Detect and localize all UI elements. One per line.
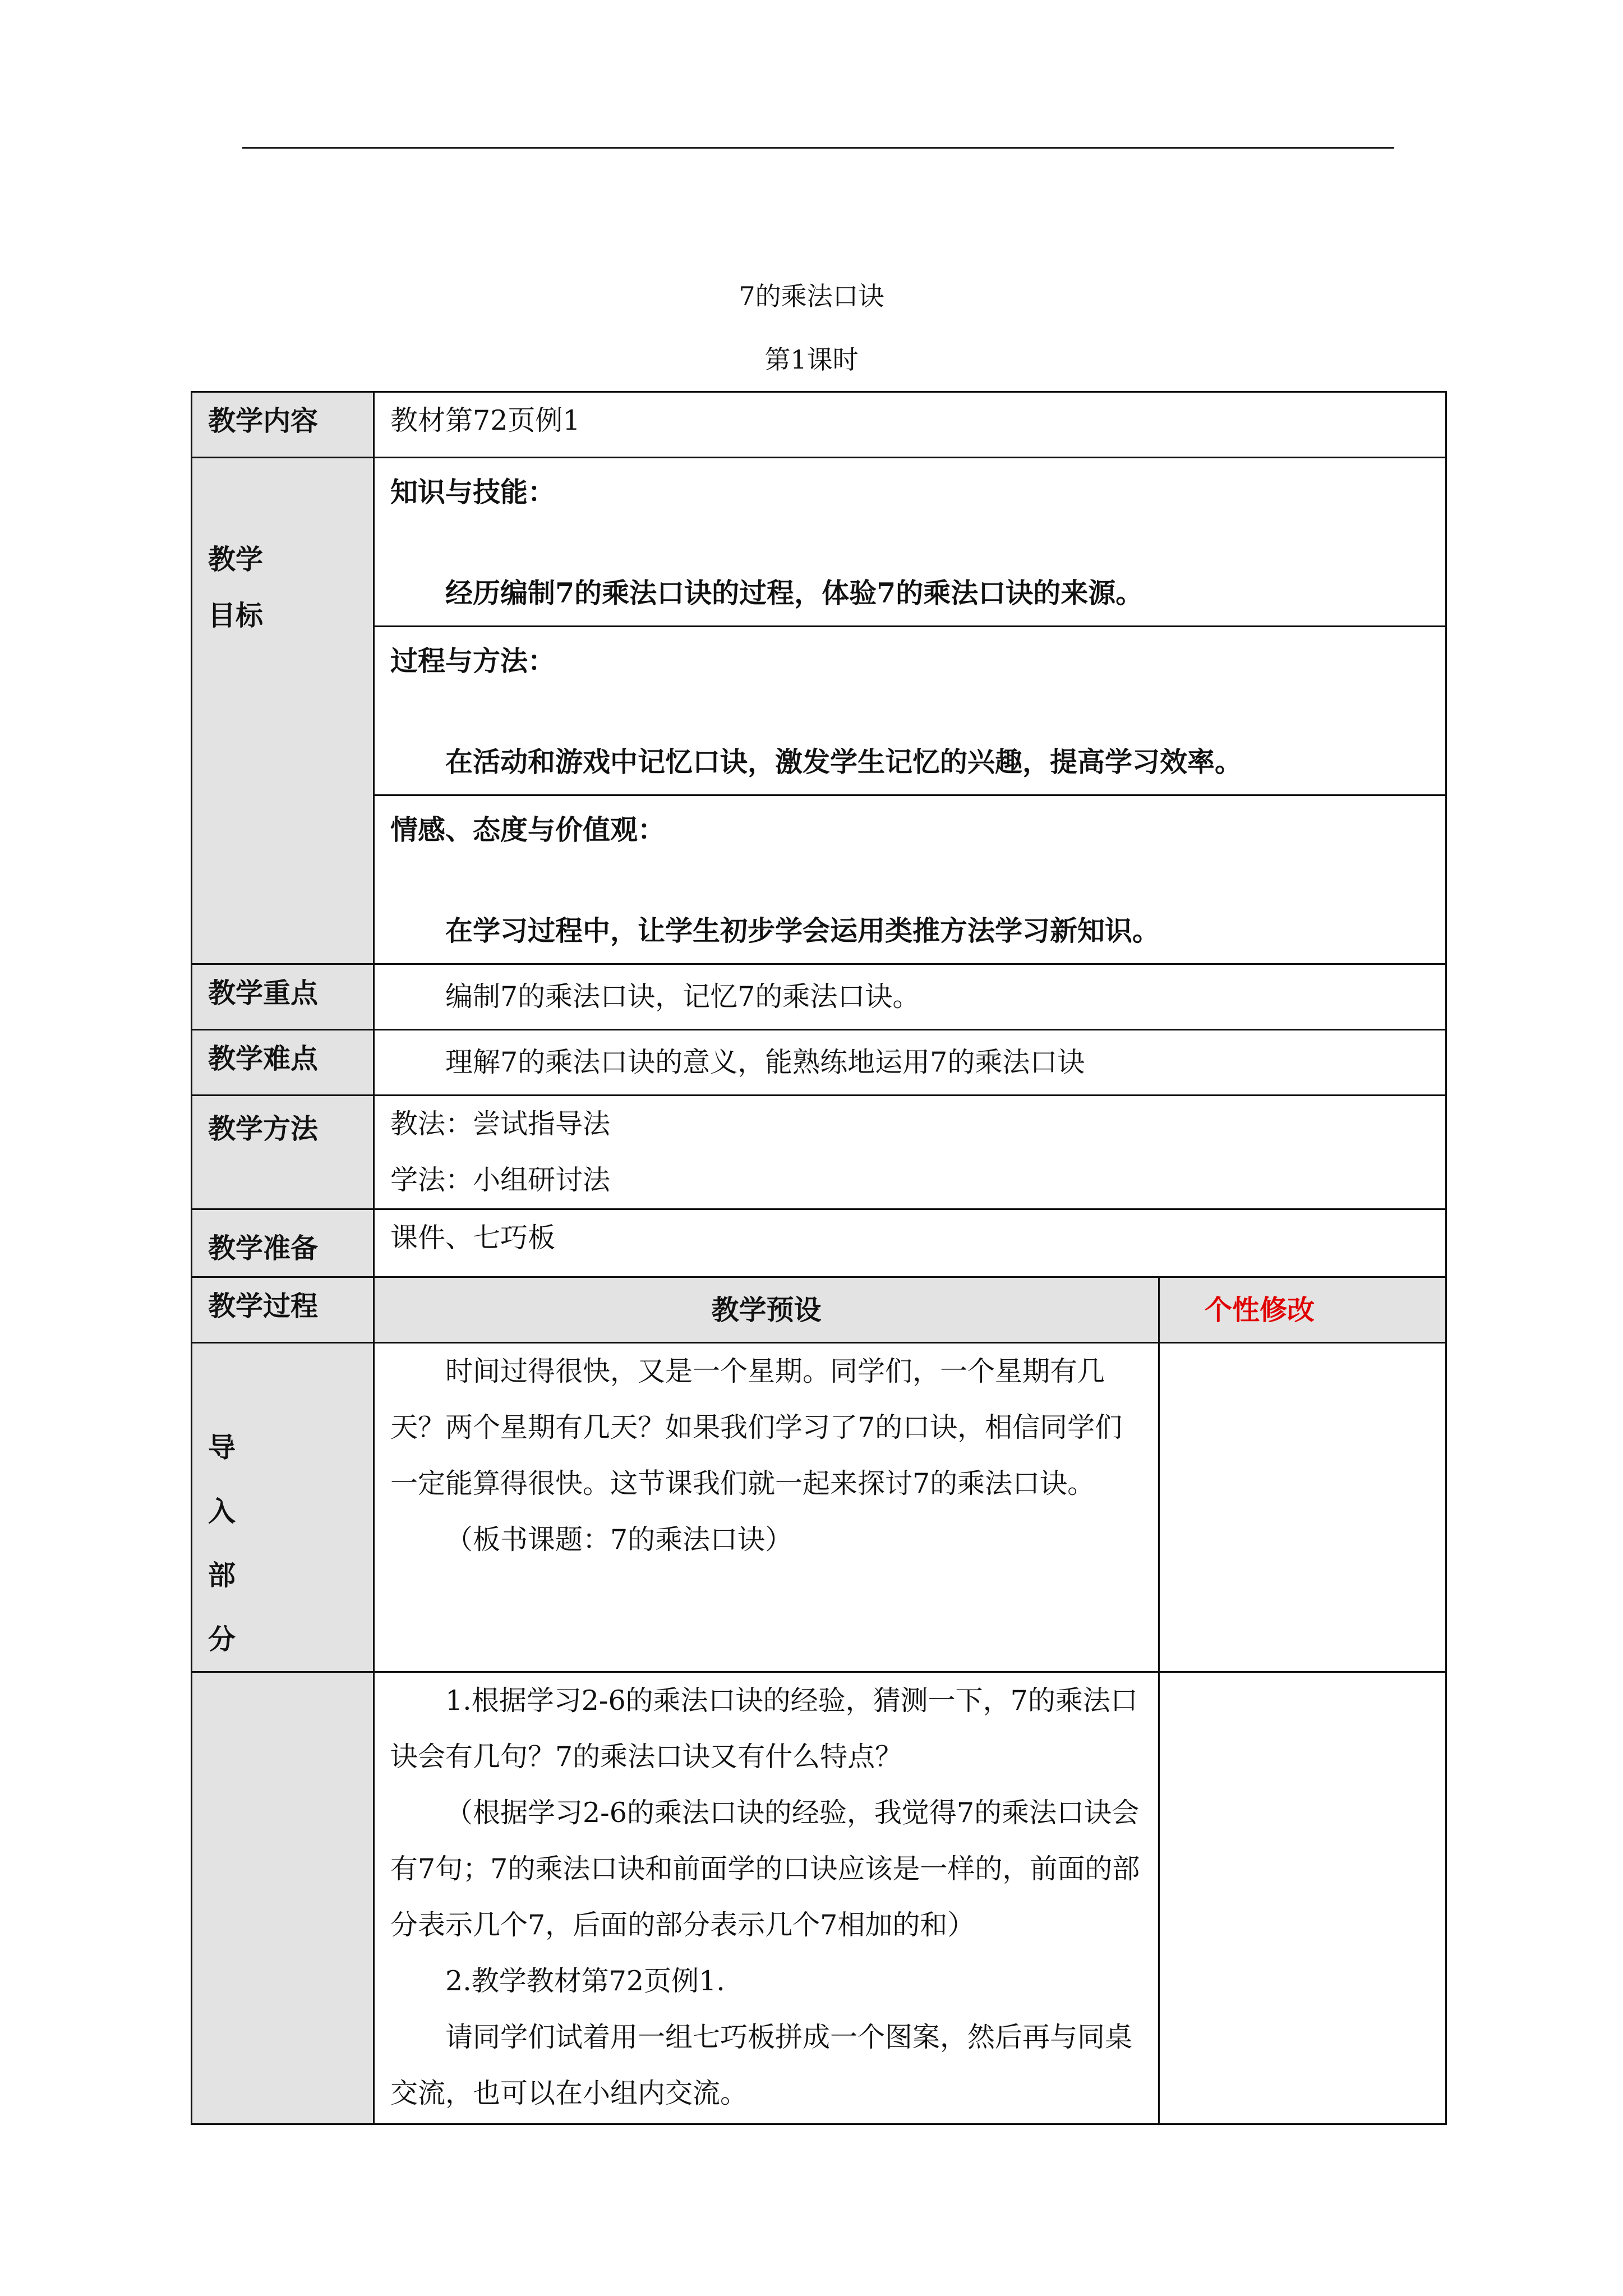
goals-label bbox=[192, 458, 374, 964]
goal-process-heading: 过程与方法： bbox=[390, 645, 556, 677]
intro-label-char-1: 导 bbox=[208, 1431, 236, 1464]
lesson-plan-table bbox=[191, 391, 1447, 2125]
goals-label-line2: 目标 bbox=[208, 599, 264, 632]
content-label: 教学内容 bbox=[192, 392, 374, 458]
preset-header: 教学预设 bbox=[374, 1277, 1159, 1343]
key-value: 编制7的乘法口诀，记忆7的乘法口诀。 bbox=[374, 964, 1446, 1030]
intro-label-char-2: 入 bbox=[208, 1495, 236, 1527]
goal-emotion-heading: 情感、态度与价值观： bbox=[390, 813, 666, 846]
row-goal-process bbox=[192, 627, 1446, 795]
row-prep bbox=[192, 1209, 1446, 1277]
content-value: 教材第72页例1 bbox=[374, 392, 1446, 458]
intro-modify-cell[interactable] bbox=[1159, 1343, 1446, 1672]
page-subtitle: 第1课时 bbox=[764, 344, 859, 375]
intro-label bbox=[192, 1343, 374, 1672]
body-paragraph-2: （根据学习2-6的乘法口诀的经验，我觉得7的乘法口诀会有7句；7的乘法口诀和前面学的口诀应该是一样的，前面的部分表示几个7，后面的部分表示几个7相加的和） bbox=[390, 1797, 1140, 1941]
goal-knowledge-heading: 知识与技能： bbox=[390, 476, 556, 508]
body-modify-cell[interactable] bbox=[1159, 1672, 1446, 2124]
key-label: 教学重点 bbox=[192, 964, 374, 1030]
row-goal-knowledge bbox=[192, 458, 1446, 627]
row-intro bbox=[192, 1343, 1446, 1672]
page-title: 7的乘法口诀 bbox=[739, 281, 884, 311]
row-goal-emotion bbox=[192, 795, 1446, 964]
intro-paragraph-1: 时间过得很快，又是一个星期。同学们，一个星期有几天？两个星期有几天？如果我们学习了7的口诀，相信同学们一定能算得很快。这节课我们就一起来探讨7的乘法口诀。 bbox=[390, 1355, 1123, 1499]
intro-label-char-3: 部 bbox=[208, 1559, 236, 1591]
difficulty-label: 教学难点 bbox=[192, 1030, 374, 1096]
prep-label: 教学准备 bbox=[192, 1209, 374, 1277]
intro-paragraph-2: （板书课题：7的乘法口诀） bbox=[445, 1524, 793, 1556]
goal-process-text: 在活动和游戏中记忆口诀，激发学生记忆的兴趣，提高学习效率。 bbox=[445, 746, 1243, 778]
row-body bbox=[192, 1672, 1446, 2124]
goals-label-line1: 教学 bbox=[208, 543, 264, 576]
difficulty-value: 理解7的乘法口诀的意义，能熟练地运用7的乘法口诀 bbox=[374, 1030, 1446, 1096]
method-learn: 学法：小组研讨法 bbox=[390, 1164, 611, 1196]
goal-knowledge-text: 经历编制7的乘法口诀的过程，体验7的乘法口诀的来源。 bbox=[445, 577, 1144, 609]
header-rule bbox=[242, 147, 1394, 149]
body-paragraph-4: 请同学们试着用一组七巧板拼成一个图案，然后再与同桌交流，也可以在小组内交流。 bbox=[390, 2021, 1133, 2109]
method-teach: 教法：尝试指导法 bbox=[390, 1108, 611, 1140]
body-paragraph-3: 2.教学教材第72页例1. bbox=[445, 1965, 725, 1997]
intro-label-char-4: 分 bbox=[208, 1623, 236, 1655]
prep-value: 课件、七巧板 bbox=[374, 1209, 1446, 1277]
process-label: 教学过程 bbox=[192, 1277, 374, 1343]
goal-knowledge-cell bbox=[374, 458, 1446, 627]
goal-emotion-text: 在学习过程中，让学生初步学会运用类推方法学习新知识。 bbox=[445, 914, 1160, 947]
row-difficulty bbox=[192, 1030, 1446, 1096]
body-preset-cell bbox=[374, 1672, 1159, 2124]
row-key-point bbox=[192, 964, 1446, 1030]
method-cell bbox=[374, 1096, 1446, 1209]
body-label bbox=[192, 1672, 374, 2124]
intro-preset-cell bbox=[374, 1343, 1159, 1672]
goal-process-cell bbox=[374, 627, 1446, 795]
modify-header: 个性修改 bbox=[1159, 1277, 1446, 1343]
row-method bbox=[192, 1096, 1446, 1209]
row-process-header bbox=[192, 1277, 1446, 1343]
row-content bbox=[192, 392, 1446, 458]
goal-emotion-cell bbox=[374, 795, 1446, 964]
body-paragraph-1: 1.根据学习2-6的乘法口诀的经验，猜测一下，7的乘法口诀会有几句？7的乘法口诀又有什么特点？ bbox=[390, 1685, 1138, 1773]
method-label: 教学方法 bbox=[192, 1096, 374, 1209]
